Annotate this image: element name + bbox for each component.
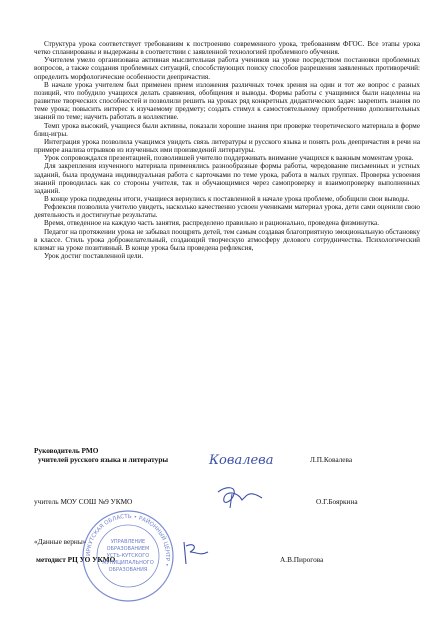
paragraph: Педагог на протяжении урока не забывал поощрять детей, тем самым создавая благоприятную эмоциональную обстановку в классе. Стиль урока доброжелательный, создающий творческую атмосферу делового сотрудничества. Психологический климат на уроке позитивный. В конце урока была проведена рефлексия, (34, 227, 420, 252)
paragraph: Время, отведенное на каждую часть занятия, распределено правильно и рационально, проведена физминутка. (44, 219, 379, 228)
official-seal (80, 508, 176, 604)
paragraph: Интеграция урока позволила учащимся увидеть связь литературы и русского языка и понять роль деепричастия в речи на примере анализа отрывков из изученных ими произведений литературы. (34, 137, 420, 155)
seal-line: УПРАВЛЕНИЕ (110, 539, 146, 545)
methodist-handwritten-signature (178, 538, 218, 568)
rmo-signature-script: Ковалева (209, 453, 274, 468)
paragraph: В начале урока учителем был применен прием изложения различных точек зрения на один и тот же вопрос с разных позиций, что побудило учащихся делать сравнения, обобщения и выводы. Формы работы с учащимися были нацелены на развитие творческих способностей и позволили решить на уроках ряд конкретных дидактических задач: закрепить знания по теме урока; повысить интерес к изучаемому предмету; создать стимул к самостоятельному приобретению дополнительных знаний по теме; научить работать в коллективе. (34, 80, 420, 122)
teacher-title: учитель МОУ СОШ №9 УКМО (34, 497, 133, 506)
teacher-name: О.Г.Бояркина (316, 497, 358, 506)
paragraph: Урок сопровождался презентацией, позволившей учителю поддерживать внимание учащихся к важным моментам урока. (44, 154, 414, 163)
seal-ring-text: ИРКУТСКАЯ ОБЛАСТЬ • РАЙОННЫЙ ЦЕНТР • (85, 513, 171, 567)
methodist-agree-label: «Данные верны» (34, 537, 87, 546)
paragraph: Структура урока соответствует требованиям к построению современного урока, требованиям ФГОС. Все этапы урока четко спланированы и выдержаны в соответствии с заявленной технологией проблемного обучения. (34, 40, 420, 57)
rmo-name: Л.П.Ковалева (310, 455, 353, 464)
teacher-handwritten-signature (212, 482, 267, 512)
methodist-title: методист РЦ УО УКМО (36, 555, 116, 564)
rmo-title-line2: учителей русского языка и литературы (38, 455, 169, 464)
paragraph: Рефлексия позволила учителю увидеть, насколько качественно усвоен учениками материал урока, дети сами оценили свою деятельность и достигнутые результаты. (34, 203, 420, 220)
rmo-title (34, 446, 168, 464)
paragraph: Урок достиг поставленной цели. (44, 252, 144, 261)
rmo-handwritten-signature (205, 448, 275, 470)
seal-line: ОБРАЗОВАНИЯ (108, 567, 148, 573)
methodist-name: А.В.Пирогова (280, 555, 324, 564)
paragraph: Темп урока высокий, учащиеся были активны, показали хорошие знания при проверке теоретического материала в форме блиц-игры. (34, 121, 420, 138)
seal-line: ОБРАЗОВАНИЕМ (106, 546, 150, 552)
seal-line: УСТЬ-КУТСКОГО (106, 553, 150, 559)
paragraph: Для закрепления изученного материала применялись разнообразные формы работы, чередование письменных и устных заданий, была продумана индивидуальная работа с карточками по теме урока, работа в малых группах. Проверка усвоения знаний проводилась как со стороны учителя, так и обучающимися через самопроверку и взаимопроверку выполненных заданий. (34, 162, 420, 195)
paragraph: В конце урока подведены итоги, учащиеся вернулись к поставленной в начале урока проблеме, обобщили свои выводы. (44, 194, 410, 203)
seal-line: МУНИЦИПАЛЬНОГО (102, 560, 154, 566)
review-body (34, 40, 420, 260)
rmo-title-line1: Руководитель РМО (34, 446, 99, 455)
paragraph: Учителем умело организована активная мыслительная работа учеников на уроке посредством постановки проблемных вопросов, а также создания проблемных ситуаций, способствующих поиску способов разрешения заявленных противоречий: определить морфологические особенности деепричастия. (34, 56, 420, 81)
